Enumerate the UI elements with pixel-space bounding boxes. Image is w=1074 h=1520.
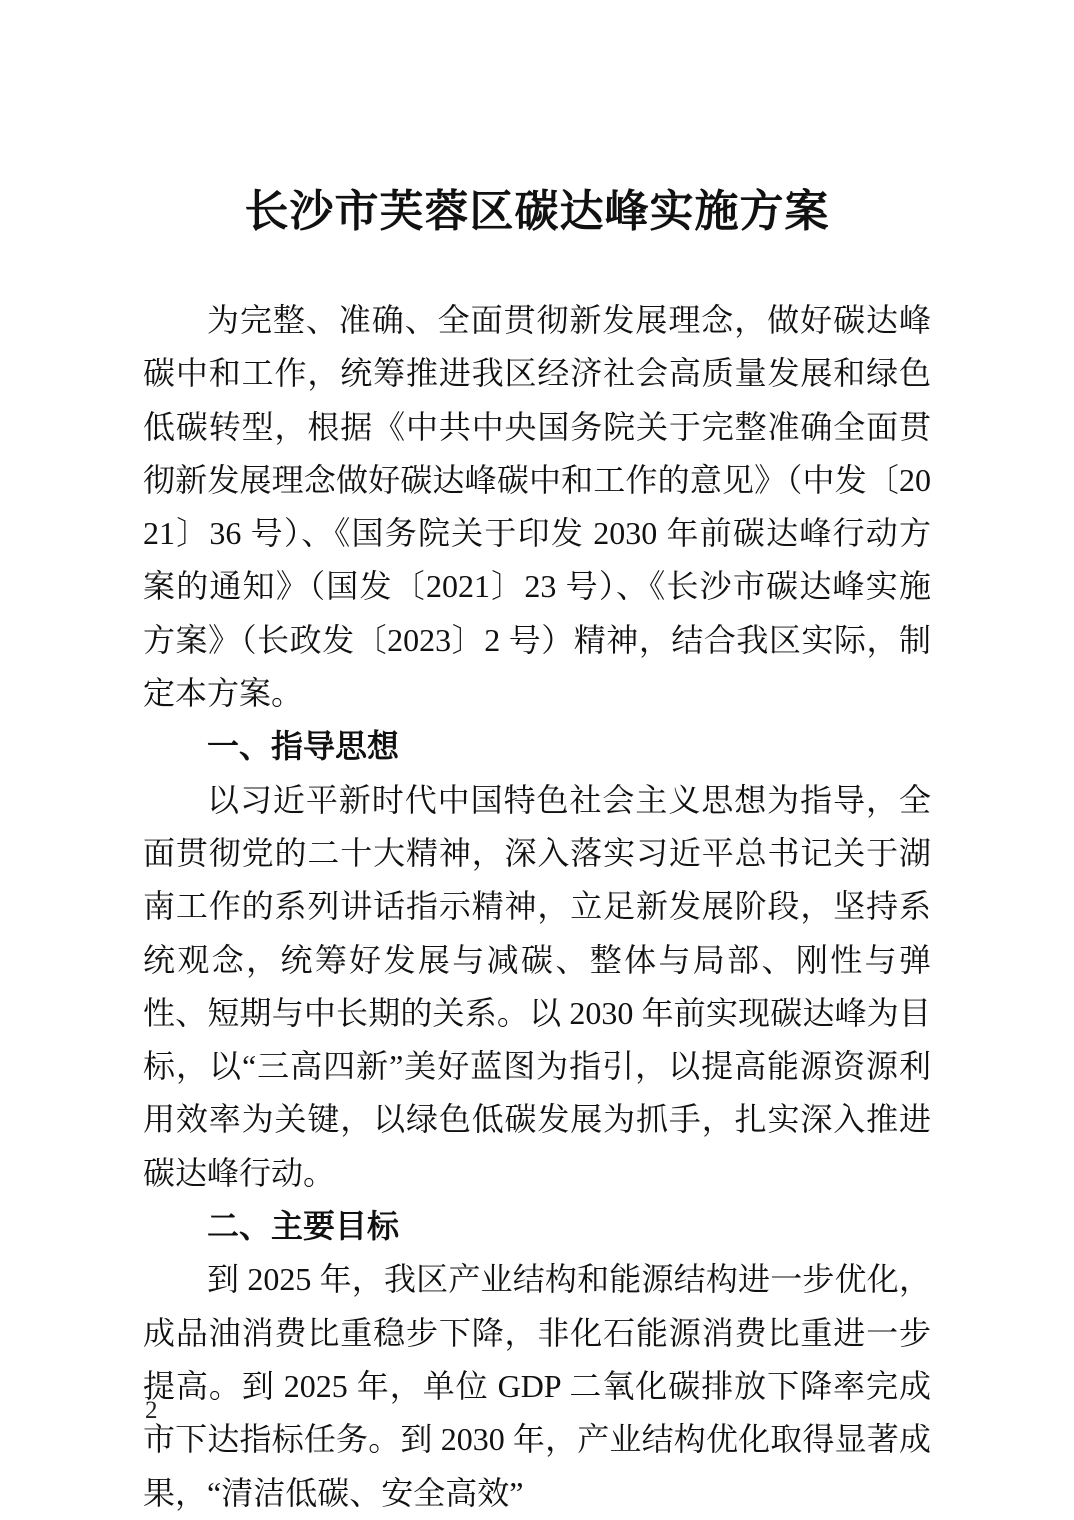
page-number: 2	[145, 1397, 158, 1424]
section-1-heading: 一、指导思想	[207, 728, 400, 765]
section-1-paragraph: 以习近平新时代中国特色社会主义思想为指导，全面贯彻党的二十大精神，深入落实习近平总书记关于湖南工作的系列讲话指示精神，立足新发展阶段，坚持系统观念，统筹好发展与减碳、整体与局部、刚性与弹性、短期与中长期的关系。以 2030 年前实现碳达峰为目标，以“三高四新”美好蓝图为指引，以提高能源资源利用效率为关键，以绿色低碳发展为抓手，扎实深入推进碳达峰行动。	[143, 781, 931, 1191]
section-2-heading: 二、主要目标	[207, 1208, 400, 1245]
page-content	[143, 0, 931, 1520]
section-2-paragraph: 到 2025 年，我区产业结构和能源结构进一步优化，成品油消费比重稳步下降，非化石能源消费比重进一步提高。到 2025 年，单位 GDP 二氧化碳排放下降率完成市下达指标任务。到 2030 年，产业结构优化取得显著成果，“清洁低碳、安全高效”	[143, 1261, 931, 1511]
intro-paragraph: 为完整、准确、全面贯彻新发展理念，做好碳达峰碳中和工作，统筹推进我区经济社会高质量发展和绿色低碳转型，根据《中共中央国务院关于完整准确全面贯彻新发展理念做好碳达峰碳中和工作的意见》（中发〔2021〕36 号）、《国务院关于印发 2030 年前碳达峰行动方案的通知》（国发〔2021〕23 号）、《长沙市碳达峰实施方案》（长政发〔2023〕2 号）精神，结合我区实际，制定本方案。	[143, 302, 931, 712]
document-title: 长沙市芙蓉区碳达峰实施方案	[244, 187, 830, 236]
